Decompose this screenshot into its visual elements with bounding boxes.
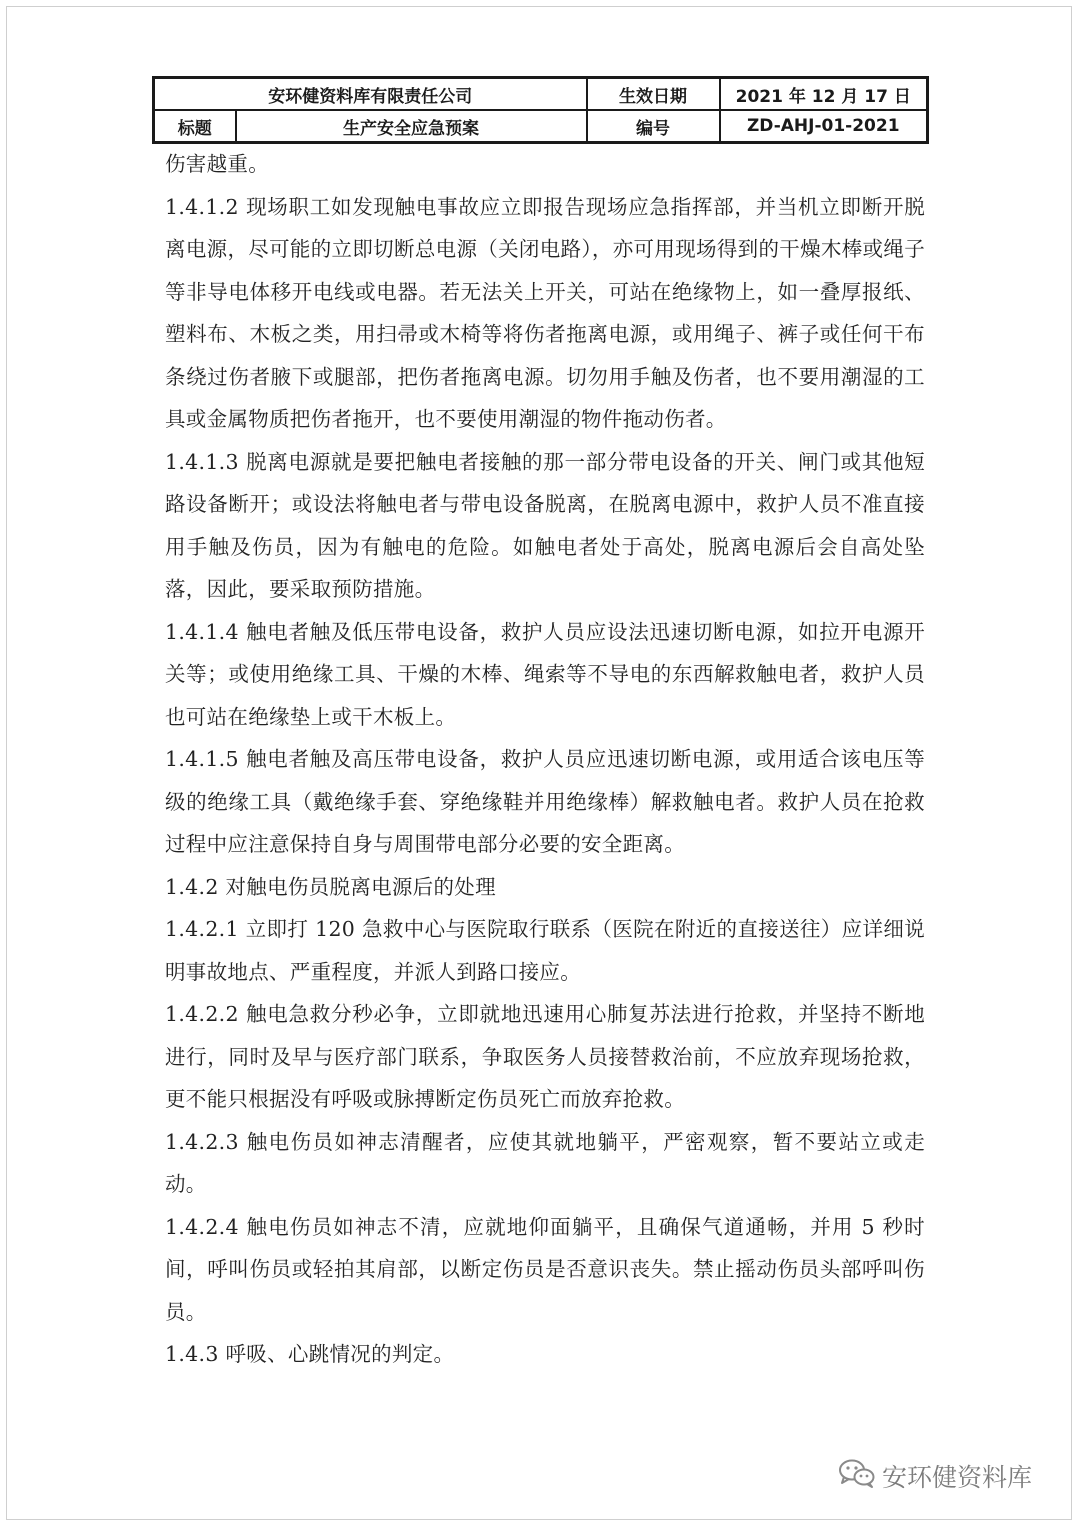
document-header-table	[152, 76, 929, 144]
paragraph: 1.4.2.1 立即打 120 急救中心与医院取行联系（医院在附近的直接送往）应详细说明事故地点、严重程度，并派人到路口接应。	[165, 917, 925, 984]
wechat-icon	[838, 1458, 882, 1494]
paragraph: 1.4.1.3 脱离电源就是要把触电者接触的那一部分带电设备的开关、闸门或其他短路设备断开；或设法将触电者与带电设备脱离，在脱离电源中，救护人员不准直接用手触及伤员，因为有触电的危险。如触电者处于高处，脱离电源后会自高处坠落，因此，要采取预防措施。	[165, 449, 925, 601]
paragraph: 1.4.1.5 触电者触及高压带电设备，救护人员应迅速切断电源，或用适合该电压等级的绝缘工具（戴绝缘手套、穿绝缘鞋并用绝缘棒）解救触电者。救护人员在抢救过程中应注意保持自身与周围带电部分必要的安全距离。	[165, 747, 925, 856]
paragraph: 1.4.1.2 现场职工如发现触电事故应立即报告现场应急指挥部，并当机立即断开脱离电源，尽可能的立即切断总电源（关闭电路），亦可用现场得到的干燥木棒或绳子等非导电体移开电线或电器。若无法关上开关，可站在绝缘物上，如一叠厚报纸、塑料布、木板之类，用扫帚或木椅等将伤者拖离电源，或用绳子、裤子或任何干布条绕过伤者腋下或腿部，把伤者拖离电源。切勿用手触及伤者，也不要用潮湿的工具或金属物质把伤者拖开，也不要使用潮湿的物件拖动伤者。	[165, 194, 925, 431]
header-row-1	[154, 78, 928, 111]
watermark-text: 安环健资料库	[882, 1463, 1033, 1492]
watermark	[838, 1458, 1032, 1494]
document-body	[165, 143, 925, 1376]
code-label: 编号	[587, 110, 720, 143]
effective-date-value: 2021 年 12 月 17 日	[720, 78, 928, 111]
paragraph: 1.4.1.4 触电者触及低压带电设备，救护人员应设法迅速切断电源，如拉开电源开关等；或使用绝缘工具、干燥的木棒、绳索等不导电的东西解救触电者，救护人员也可站在绝缘垫上或干木板上。	[165, 619, 925, 729]
paragraph: 1.4.2.4 触电伤员如神志不清，应就地仰面躺平，且确保气道通畅，并用 5 秒时间，呼叫伤员或轻拍其肩部，以断定伤员是否意识丧失。禁止摇动伤员头部呼叫伤员。	[165, 1214, 925, 1324]
paragraph: 1.4.2.2 触电急救分秒必争，立即就地迅速用心肺复苏法进行抢救，并坚持不断地进行，同时及早与医疗部门联系，争取医务人员接替救治前，不应放弃现场抢救，更不能只根据没有呼吸或脉搏断定伤员死亡而放弃抢救。	[165, 1002, 925, 1111]
section-heading: 1.4.3 呼吸、心跳情况的判定。	[165, 1342, 455, 1366]
company-name: 安环健资料库有限责任公司	[154, 78, 587, 111]
effective-date-label: 生效日期	[587, 78, 720, 111]
paragraph: 1.4.2.3 触电伤员如神志清醒者，应使其就地躺平，严密观察，暂不要站立或走动。	[165, 1129, 925, 1196]
document-code: ZD-AHJ-01-2021	[720, 110, 928, 143]
document-title: 生产安全应急预案	[236, 110, 587, 143]
paragraph: 伤害越重。	[165, 152, 269, 176]
section-heading: 1.4.2 对触电伤员脱离电源后的处理	[165, 874, 496, 899]
title-label: 标题	[154, 110, 236, 143]
header-row-2	[154, 110, 928, 143]
